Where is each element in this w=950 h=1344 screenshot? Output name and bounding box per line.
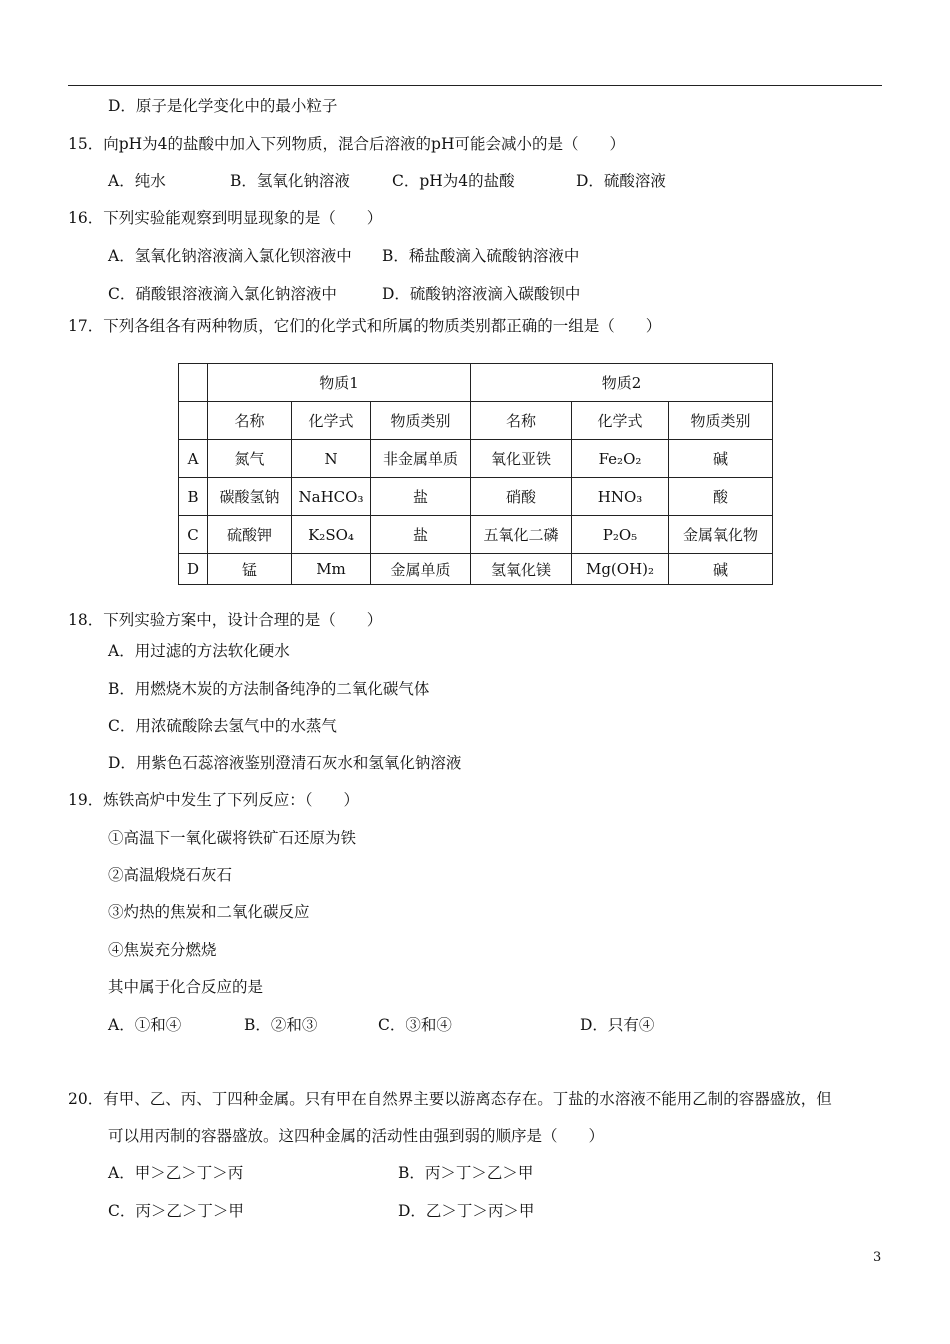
q15-stem: 15．向pH为4的盐酸中加入下列物质，混合后溶液的pH可能会减小的是（ ） xyxy=(68,135,625,153)
cell-formula2: Mg(OH)₂ xyxy=(572,554,669,585)
cell-category1: 非金属单质 xyxy=(371,440,471,478)
cell-formula1: N xyxy=(292,440,371,478)
cell-category1: 金属单质 xyxy=(371,554,471,585)
col-header-name2: 名称 xyxy=(471,402,572,440)
col-header-formula2: 化学式 xyxy=(572,402,669,440)
table-column-header-row xyxy=(179,402,773,440)
q19-reaction-2: ②高温煅烧石灰石 xyxy=(108,866,233,884)
cell-name2: 五氧化二磷 xyxy=(471,516,572,554)
col-header-category1: 物质类别 xyxy=(371,402,471,440)
col-header-formula1: 化学式 xyxy=(292,402,371,440)
cell-category2: 碱 xyxy=(669,554,773,585)
q19-reaction-1: ①高温下一氧化碳将铁矿石还原为铁 xyxy=(108,829,357,847)
table-row xyxy=(179,516,773,554)
row-label: D xyxy=(179,554,208,585)
row-label: A xyxy=(179,440,208,478)
cell-category1: 盐 xyxy=(371,478,471,516)
cell-category2: 酸 xyxy=(669,478,773,516)
q17-stem: 17．下列各组各有两种物质，它们的化学式和所属的物质类别都正确的一组是（ ） xyxy=(68,317,662,335)
q18-option-c: C．用浓硫酸除去氢气中的水蒸气 xyxy=(108,717,337,735)
q19-reaction-4: ④焦炭充分燃烧 xyxy=(108,941,217,959)
q19-reaction-3: ③灼热的焦炭和二氧化碳反应 xyxy=(108,903,310,921)
group1-header: 物质1 xyxy=(208,364,471,402)
cell-formula1: Mm xyxy=(292,554,371,585)
q19-option-d: D．只有④ xyxy=(580,1016,655,1034)
group2-header: 物质2 xyxy=(471,364,773,402)
q19-option-b: B．②和③ xyxy=(244,1016,318,1034)
q18-option-a: A．用过滤的方法软化硬水 xyxy=(108,642,290,660)
q19-option-a: A．①和④ xyxy=(108,1016,182,1034)
row-label: B xyxy=(179,478,208,516)
q14-option-d: D．原子是化学变化中的最小粒子 xyxy=(108,97,338,115)
cell-name1: 硫酸钾 xyxy=(208,516,292,554)
page-number: 3 xyxy=(873,1250,882,1265)
table-row xyxy=(179,440,773,478)
table-row xyxy=(179,554,773,585)
q20-stem-line2: 可以用丙制的容器盛放。这四种金属的活动性由强到弱的顺序是（ ） xyxy=(108,1127,605,1145)
q20-option-b: B．丙＞丁＞乙＞甲 xyxy=(398,1164,534,1182)
cell-formula2: HNO₃ xyxy=(572,478,669,516)
cell-name1: 氮气 xyxy=(208,440,292,478)
cell-formula1: K₂SO₄ xyxy=(292,516,371,554)
cell-name2: 氢氧化镁 xyxy=(471,554,572,585)
q15-option-d: D．硫酸溶液 xyxy=(576,172,666,190)
q16-option-c: C．硝酸银溶液滴入氯化钠溶液中 xyxy=(108,285,337,303)
q20-option-a: A．甲＞乙＞丁＞丙 xyxy=(108,1164,244,1182)
cell-formula1: NaHCO₃ xyxy=(292,478,371,516)
q15-option-a: A．纯水 xyxy=(108,172,166,190)
q20-stem-line1: 20．有甲、乙、丙、丁四种金属。只有甲在自然界主要以游离态存在。丁盐的水溶液不能用乙制的容器盛放，但 xyxy=(68,1090,832,1108)
substance-table xyxy=(178,363,773,585)
q15-option-b: B．氢氧化钠溶液 xyxy=(230,172,350,190)
cell-category2: 金属氧化物 xyxy=(669,516,773,554)
q18-option-b: B．用燃烧木炭的方法制备纯净的二氧化碳气体 xyxy=(108,680,430,698)
cell-formula2: Fe₂O₂ xyxy=(572,440,669,478)
cell-name2: 硝酸 xyxy=(471,478,572,516)
header-rule xyxy=(68,85,882,86)
q15-option-c: C．pH为4的盐酸 xyxy=(392,172,515,190)
q19-stem: 19．炼铁高炉中发生了下列反应：（ ） xyxy=(68,791,359,809)
table-label-cell xyxy=(179,402,208,440)
cell-category2: 碱 xyxy=(669,440,773,478)
cell-name1: 锰 xyxy=(208,554,292,585)
q19-option-c: C．③和④ xyxy=(378,1016,452,1034)
q18-stem: 18．下列实验方案中，设计合理的是（ ） xyxy=(68,611,383,629)
row-label: C xyxy=(179,516,208,554)
col-header-name1: 名称 xyxy=(208,402,292,440)
q18-option-d: D．用紫色石蕊溶液鉴别澄清石灰水和氢氧化钠溶液 xyxy=(108,754,462,772)
cell-category1: 盐 xyxy=(371,516,471,554)
q16-option-a: A．氢氧化钠溶液滴入氯化钡溶液中 xyxy=(108,247,352,265)
cell-name2: 氧化亚铁 xyxy=(471,440,572,478)
table-group-header-row xyxy=(179,364,773,402)
table-corner-cell xyxy=(179,364,208,402)
q16-stem: 16．下列实验能观察到明显现象的是（ ） xyxy=(68,209,383,227)
table-row xyxy=(179,478,773,516)
q20-option-d: D．乙＞丁＞丙＞甲 xyxy=(398,1202,535,1220)
q19-question: 其中属于化合反应的是 xyxy=(108,978,264,996)
q16-option-b: B．稀盐酸滴入硫酸钠溶液中 xyxy=(382,247,580,265)
cell-formula2: P₂O₅ xyxy=(572,516,669,554)
q16-option-d: D．硫酸钠溶液滴入碳酸钡中 xyxy=(382,285,581,303)
cell-name1: 碳酸氢钠 xyxy=(208,478,292,516)
col-header-category2: 物质类别 xyxy=(669,402,773,440)
q20-option-c: C．丙＞乙＞丁＞甲 xyxy=(108,1202,244,1220)
